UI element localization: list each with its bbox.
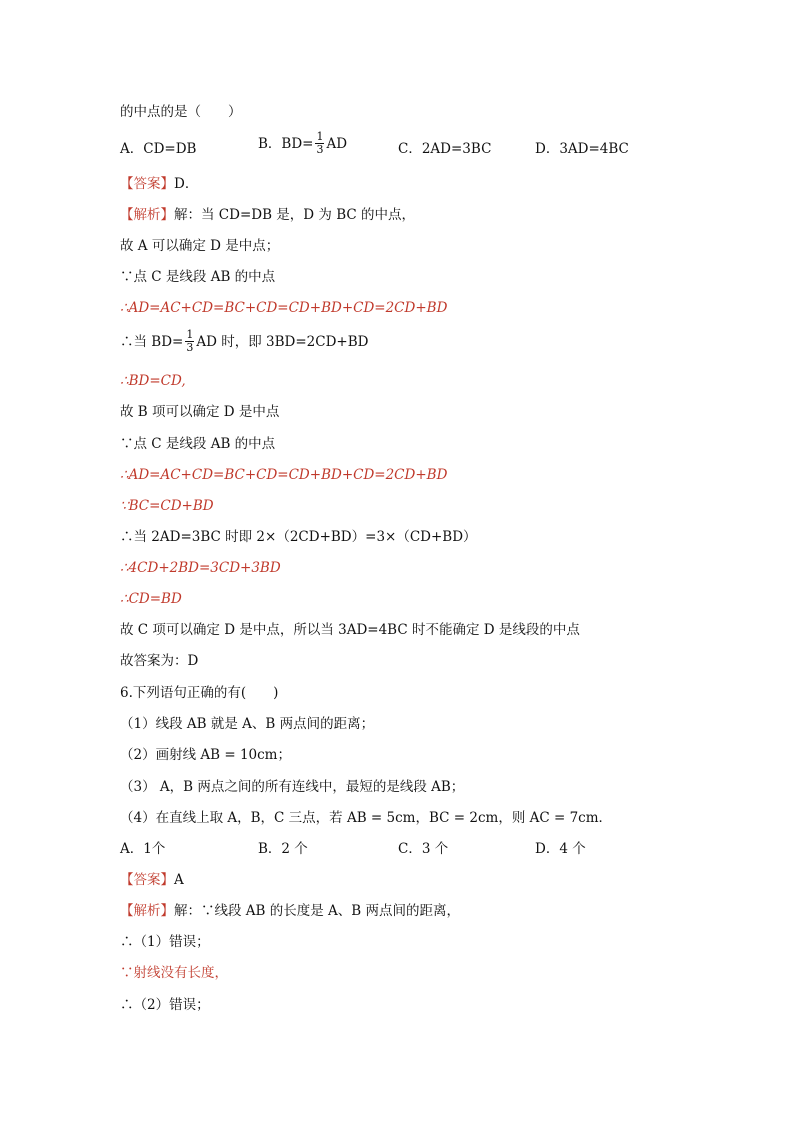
fraction-one-third (315, 131, 324, 156)
line-6: 故 B 项可以确定 D 是中点 (120, 404, 280, 420)
line-8: ∴AD=AC+CD=BC+CD=CD+BD+CD=2CD+BD (120, 467, 448, 483)
fraction-numerator-2: 1 (186, 328, 194, 341)
answer-1-value: D． (174, 176, 199, 192)
answer-2-tag: 【答案】 (120, 872, 174, 888)
line-3: ∴AD=AC+CD=BC+CD=CD+BD+CD=2CD+BD (120, 300, 448, 316)
fraction-denominator: 3 (316, 143, 324, 156)
line-4 (120, 329, 368, 354)
explanation-1 (120, 206, 415, 224)
line-14: 故答案为：D (120, 653, 199, 669)
line-12: ∴CD=BD (120, 591, 182, 607)
fraction-numerator: 1 (316, 130, 324, 143)
line-m1: ∴（1）错误； (120, 934, 210, 950)
question-6-item-1: （1）线段 AB 就是 A、B 两点间的距离； (120, 716, 375, 732)
line-m3: ∴（2）错误； (120, 997, 210, 1013)
question-6-option-a: A．1个 (120, 841, 166, 857)
line-4-suffix: AD 时，即 3BD=2CD+BD (196, 333, 369, 350)
explanation-2-text: 解：∵线段 AB 的长度是 A、B 两点间的距离， (174, 903, 461, 919)
line-2: ∵点 C 是线段 AB 的中点 (120, 269, 276, 285)
explanation-1-tag: 【解析】 (120, 207, 174, 223)
explanation-2 (120, 902, 460, 920)
question-6-option-b: B．2 个 (258, 841, 308, 857)
option-a: A．CD=DB (120, 141, 197, 157)
line-9: ∵BC=CD+BD (120, 498, 214, 514)
explanation-1-text: 解：当 CD=DB 是，D 为 BC 的中点， (174, 207, 415, 223)
option-b (258, 131, 347, 156)
line-4-prefix: ∴当 BD= (120, 333, 184, 350)
option-b-suffix: AD (326, 135, 348, 152)
question-6-item-4: （4）在直线上取 A，B，C 三点，若 AB = 5cm，BC = 2cm，则 AC = 7cm． (120, 810, 613, 826)
line-7: ∵点 C 是线段 AB 的中点 (120, 436, 276, 452)
question-6: 6.下列语句正确的有( ) (120, 685, 279, 701)
option-c: C．2AD=3BC (398, 141, 492, 157)
question-6-item-2: （2）画射线 AB = 10cm； (120, 747, 291, 763)
question-6-option-c: C．3 个 (398, 841, 449, 857)
line-1: 故 A 可以确定 D 是中点； (120, 238, 280, 254)
answer-2 (120, 871, 184, 889)
explanation-2-tag: 【解析】 (120, 903, 174, 919)
line-5: ∴BD=CD, (120, 373, 186, 389)
line-10: ∴当 2AD=3BC 时即 2×（2CD+BD）=3×（CD+BD） (120, 529, 477, 545)
question-6-item-3: （3） A，B 两点之间的所有连线中，最短的是线段 AB； (120, 779, 465, 795)
answer-1 (120, 175, 198, 193)
line-11: ∴4CD+2BD=3CD+3BD (120, 560, 281, 576)
line-m2: ∵射线没有长度， (120, 965, 228, 981)
line-13: 故 C 项可以确定 D 是中点，所以当 3AD=4BC 时不能确定 D 是线段的中点 (120, 622, 580, 638)
option-d: D．3AD=4BC (535, 141, 629, 157)
question-tail: 的中点的是（ ） (120, 104, 242, 120)
answer-1-tag: 【答案】 (120, 176, 174, 192)
question-6-option-d: D．4 个 (535, 841, 586, 857)
fraction-denominator-2: 3 (186, 341, 194, 354)
answer-2-value: A (174, 872, 184, 888)
option-b-prefix: B．BD= (258, 135, 314, 152)
fraction-one-third-2 (185, 329, 194, 354)
